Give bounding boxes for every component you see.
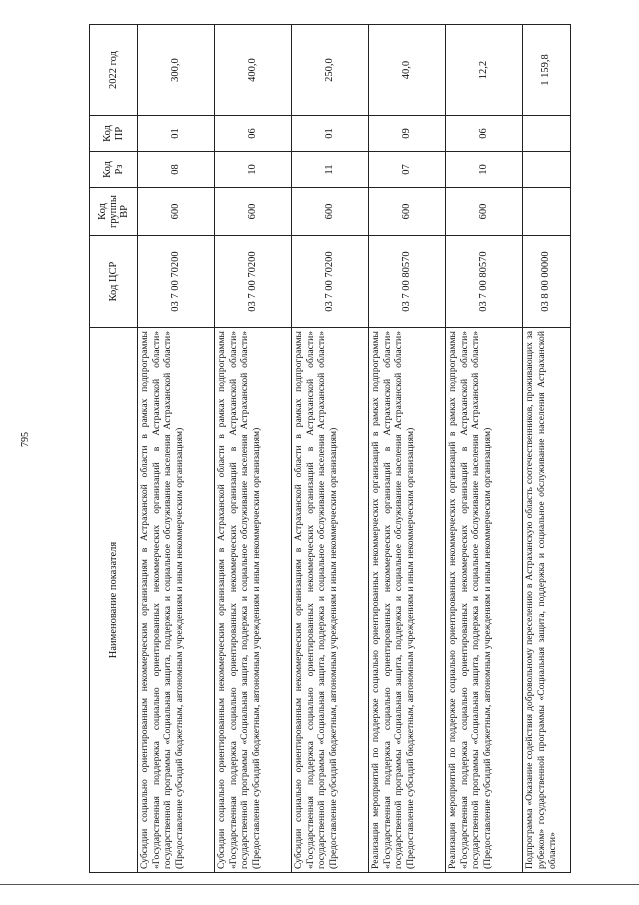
- row-vr: [523, 188, 571, 236]
- budget-table-rotated: [89, 25, 558, 873]
- table-header-row: [90, 25, 138, 873]
- row-vr: 600: [369, 188, 446, 236]
- row-rz: 10: [215, 152, 292, 188]
- row-pr: 01: [138, 116, 215, 152]
- row-pr: [523, 116, 571, 152]
- row-rz: 10: [446, 152, 523, 188]
- bottom-divider: [0, 884, 639, 885]
- row-rz: [523, 152, 571, 188]
- row-name: Субсидии социально ориентированным некоммерческим организациям в Астраханской области в рамках подпрограммы «Государственная поддержка социально ориентированных некоммерческих организаций в Астраханской области» государственной программы «Социальная защита, поддержка и социальное обслуживание населения Астраханской области» (Предоставление субсидий бюджетным, автономным учреждениям и иным некоммерческим организациям): [292, 328, 369, 873]
- table-row: [446, 25, 523, 873]
- header-pr: Код ПР: [90, 116, 138, 152]
- header-csr: Код ЦСР: [90, 236, 138, 328]
- page-number: 795: [20, 432, 31, 447]
- row-year: 12,2: [446, 25, 523, 116]
- header-year: 2022 год: [90, 25, 138, 116]
- row-csr: 03 7 00 70200: [292, 236, 369, 328]
- row-csr: 03 7 00 70200: [138, 236, 215, 328]
- row-pr: 09: [369, 116, 446, 152]
- row-vr: 600: [138, 188, 215, 236]
- table-row: [523, 25, 571, 873]
- header-rz: Код Рз: [90, 152, 138, 188]
- table-row: [292, 25, 369, 873]
- row-pr: 01: [292, 116, 369, 152]
- row-vr: 600: [292, 188, 369, 236]
- table-row: [138, 25, 215, 873]
- row-year: 1 159,8: [523, 25, 571, 116]
- row-year: 300,0: [138, 25, 215, 116]
- row-name: Подпрограмма «Оказание содействия добровольному переселению в Астраханскую область соотечественников, проживающих за рубежом» государственной программы «Социальная защита, поддержка и социальное обслуживание населения Астраханской области»: [523, 328, 571, 873]
- header-name: Наименование показателя: [90, 328, 138, 873]
- table-row: [215, 25, 292, 873]
- row-rz: 11: [292, 152, 369, 188]
- row-csr: 03 7 00 80570: [446, 236, 523, 328]
- row-vr: 600: [215, 188, 292, 236]
- row-csr: 03 7 00 70200: [215, 236, 292, 328]
- row-year: 250,0: [292, 25, 369, 116]
- row-pr: 06: [215, 116, 292, 152]
- row-vr: 600: [446, 188, 523, 236]
- header-vr: Код группы ВР: [90, 188, 138, 236]
- row-csr: 03 8 00 00000: [523, 236, 571, 328]
- row-rz: 08: [138, 152, 215, 188]
- row-year: 40,0: [369, 25, 446, 116]
- row-name: Субсидии социально ориентированным некоммерческим организациям в Астраханской области в рамках подпрограммы «Государственная поддержка социально ориентированных некоммерческих организаций в Астраханской области» государственной программы «Социальная защита, поддержка и социальное обслуживание населения Астраханской области» (Предоставление субсидий бюджетным, автономным учреждениям и иным некоммерческим организациям): [215, 328, 292, 873]
- row-name: Субсидии социально ориентированным некоммерческим организациям в Астраханской области в рамках подпрограммы «Государственная поддержка социально ориентированных некоммерческих организаций в Астраханской области» государственной программы «Социальная защита, поддержка и социальное обслуживание населения Астраханской области» (Предоставление субсидий бюджетным, автономным учреждениям и иным некоммерческим организациям): [138, 328, 215, 873]
- budget-table: [89, 24, 571, 873]
- row-year: 400,0: [215, 25, 292, 116]
- row-rz: 07: [369, 152, 446, 188]
- row-csr: 03 7 00 80570: [369, 236, 446, 328]
- row-name: Реализация мероприятий по поддержке социально ориентированных некоммерческих организаций в рамках подпрограммы «Государственная поддержка социально ориентированных некоммерческих организаций в Астраханской области» государственной программы «Социальная защита, поддержка и социальное обслуживание населения Астраханской области» (Предоставление субсидий бюджетным, автономным учреждениям и иным некоммерческим организациям): [446, 328, 523, 873]
- table-row: [369, 25, 446, 873]
- row-name: Реализация мероприятий по поддержке социально ориентированных некоммерческих организаций в рамках подпрограммы «Государственная поддержка социально ориентированных некоммерческих организаций в Астраханской области» государственной программы «Социальная защита, поддержка и социальное обслуживание населения Астраханской области» (Предоставление субсидий бюджетным, автономным учреждениям и иным некоммерческим организациям): [369, 328, 446, 873]
- row-pr: 06: [446, 116, 523, 152]
